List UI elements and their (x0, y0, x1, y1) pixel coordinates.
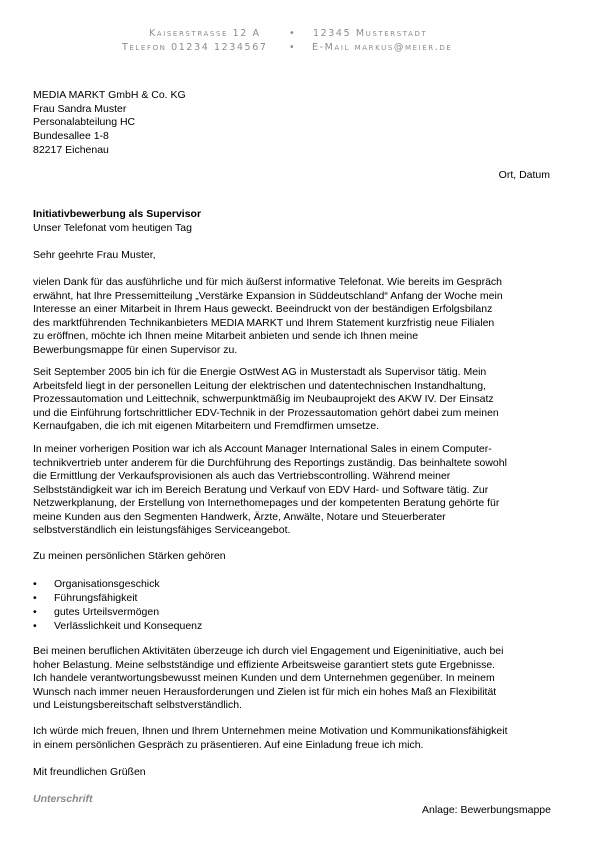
text-line: Ich würde mich freuen, Ihnen und Ihrem Unternehmen meine Motivation und Kommunikationsfähigkeit (33, 725, 508, 737)
letterhead-address-row (0, 27, 600, 41)
letterhead-contact-row (0, 41, 600, 55)
recipient-person: Frau Sandra Muster (33, 102, 127, 115)
bullet-icon: • (33, 620, 37, 632)
paragraph-work-style (33, 645, 563, 713)
list-item (33, 605, 202, 619)
signature-placeholder: Unterschrift (33, 793, 93, 805)
closing-greeting: Mit freundlichen Grüßen (33, 766, 146, 778)
text-line: Netzwerkplanung, der Erstellung von Internethomepages und der kompetenten Beratung gehörte für (33, 497, 500, 509)
salutation: Sehr geehrte Frau Muster, (33, 249, 156, 261)
text-line: vielen Dank für das ausführliche und für mich äußerst informative Telefonat. Wie bereits im Gespräch (33, 276, 503, 288)
text-line: Seit September 2005 bin ich für die Energie OstWest AG in Musterstadt als Supervisor tätig. Mein (33, 366, 487, 378)
paragraph-strengths-intro (33, 550, 563, 564)
letterhead-separator: • (289, 42, 297, 53)
bullet-icon: • (33, 578, 37, 590)
letterhead-separator: • (289, 28, 297, 39)
recipient-street: Bundesallee 1-8 (33, 130, 109, 143)
paragraph-previous-position (33, 443, 563, 538)
text-line: In meiner vorherigen Position war ich als Account Manager International Sales in einem Computer- (33, 443, 492, 455)
text-line: Bei meinen beruflichen Aktivitäten überzeuge ich durch viel Engagement und Eigeninitiative, auch bei (33, 645, 504, 657)
list-item (33, 591, 202, 605)
letterhead (0, 27, 600, 55)
text-line: Ich handele verantwortungsbewusst meinen Kunden und dem Unternehmen gegenüber. In meinem (33, 672, 495, 684)
list-item (33, 619, 202, 633)
text-line: die Ermittlung der Verkaufsprovisionen als auch das Vertriebscontrolling. Während meiner (33, 470, 451, 482)
bullet-icon: • (33, 592, 37, 604)
letterhead-city: 12345 Musterstadt (313, 28, 428, 39)
text-line: in einem persönlichen Gespräch zu präsentieren. Auf eine Einladung freue ich mich. (33, 738, 424, 751)
text-line: selbstverständlich ein leistungsfähiges Serviceangebot. (33, 524, 291, 536)
paragraph-current-position (33, 366, 563, 434)
list-item-label: Organisationsgeschick (54, 578, 160, 590)
text-line: hoher Belastung. Meine selbstständige und effiziente Arbeitsweise garantiert stets gute Ergebnisse. (33, 658, 496, 671)
text-line: des marktführenden Technikanbieters MEDIA MARKT und Ihrem Statement kurzfristig neue Filialen (33, 316, 495, 329)
text-line: Prozessautomation und Leittechnik, schwerpunktmäßig im Neubauprojekt des AKW IV. Der Einsatz (33, 393, 494, 405)
list-item-label: Führungsfähigkeit (54, 592, 138, 604)
text-line: erwähnt, hat Ihre Pressemitteilung „Verstärke Expansion in Süddeutschland“ Anfang der Woche mein (33, 289, 503, 302)
list-item-label: gutes Urteilsvermögen (54, 606, 160, 618)
strengths-list (33, 577, 202, 633)
recipient-city: 82217 Eichenau (33, 143, 109, 156)
subject-title: Initiativbewerbung als Supervisor (33, 208, 202, 220)
text-line: Selbstständigkeit war ich im Bereich Beratung und Verkauf von EDV Hard- und Software tätig. Zur (33, 483, 489, 496)
text-line: Kernaufgaben, die ich mit eigenen Mitarbeitern und Fremdfirmen umsetze. (33, 420, 380, 432)
text-line: Zu meinen persönlichen Stärken gehören (33, 550, 226, 562)
text-line: und die Einführung fortschrittlicher EDV-Technik in der Prozessautomation gehört dabei zum meinen (33, 406, 499, 419)
list-item (33, 577, 202, 591)
recipient-department: Personalabteilung HC (33, 116, 136, 129)
text-line: zu eröffnen, möchte ich Ihnen meine Mitarbeit anbieten und sende ich Ihnen meine (33, 330, 419, 342)
letterhead-street: Kaiserstrasse 12 A (149, 28, 261, 39)
text-line: technikvertrieb unter anderem für die Durchführung des Reportings zuständig. Das beinhaltete sowohl (33, 456, 507, 469)
text-line: und Leistungsbereitschaft selbstverständlich. (33, 699, 242, 711)
paragraph-closing-request (33, 725, 563, 752)
bullet-icon: • (33, 606, 37, 618)
text-line: Wunsch nach immer neuen Herausforderungen und Zielen ist für mich ein hohes Maß an Flexibilität (33, 685, 497, 698)
recipient-company: MEDIA MARKT GmbH & Co. KG (33, 89, 186, 101)
letterhead-email: E-Mail markus@meier.de (312, 42, 453, 53)
paragraph-intro (33, 276, 563, 357)
letterhead-phone: Telefon 01234 1234567 (122, 42, 268, 53)
text-line: Arbeitsfeld liegt in der personellen Leitung der elektrischen und datentechnischen Instandhaltung, (33, 379, 486, 392)
recipient-address (33, 89, 186, 158)
text-line: Interesse an einer Mitarbeit in Ihrem Haus geweckt. Beeindruckt von der beständigen Erfolgsbilanz (33, 303, 493, 315)
subject-block (33, 208, 201, 235)
attachment-note: Anlage: Bewerbungsmappe (421, 804, 551, 816)
text-line: meine Kunden aus den Segmenten Handwerk, Ärzte, Anwälte, Notare und Steuerberater (33, 510, 446, 523)
place-date: Ort, Datum (498, 169, 550, 181)
text-line: Bewerbungsmappe für einen Supervisor zu. (33, 343, 238, 356)
subject-subtitle: Unser Telefonat vom heutigen Tag (33, 221, 192, 234)
list-item-label: Verlässlichkeit und Konsequenz (54, 620, 203, 632)
